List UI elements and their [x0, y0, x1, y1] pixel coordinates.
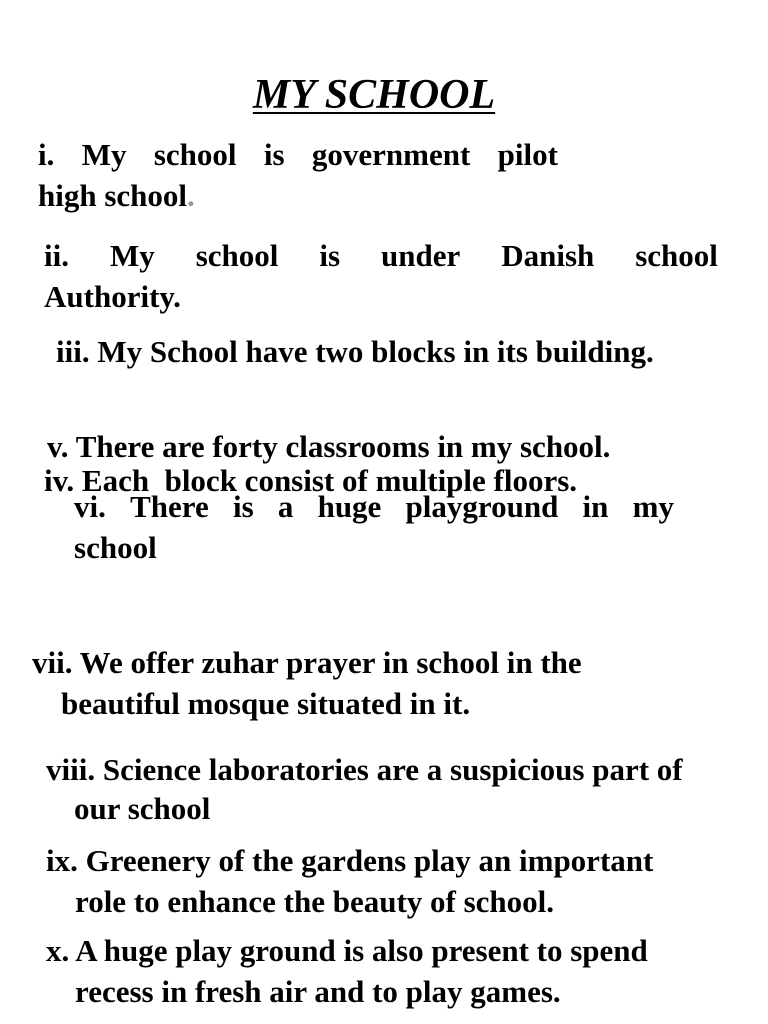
- list-item-vi: [74, 486, 674, 568]
- word: in: [582, 489, 609, 524]
- word: school: [153, 137, 237, 172]
- list-item-iii: [56, 331, 654, 372]
- item-ix-line-1: ix. Greenery of the gardens play an important: [46, 843, 654, 878]
- word: huge: [317, 489, 382, 524]
- item-vii-line-1: vii. We offer zuhar prayer in school in the: [32, 645, 582, 680]
- item-ii-line-2: Authority.: [44, 279, 181, 314]
- item-i-line-1: [38, 134, 558, 175]
- item-iv-line-1: iv. Each block consist of multiple floors.: [44, 463, 578, 498]
- word: playground: [405, 489, 559, 524]
- word: My: [109, 238, 155, 273]
- list-item-i: [38, 134, 558, 216]
- word: is: [319, 238, 341, 273]
- word: government: [311, 137, 471, 172]
- list-item-vii: [32, 642, 582, 724]
- item-v-line-1: v. There are forty classrooms in my school.: [47, 429, 611, 464]
- word: There: [130, 489, 209, 524]
- word: is: [263, 137, 285, 172]
- word: my: [632, 489, 674, 524]
- item-x-line-1: x. A huge play ground is also present to spend: [46, 933, 648, 968]
- trailing-period: .: [187, 178, 195, 213]
- page-title: MY SCHOOL: [252, 72, 496, 118]
- word: school: [635, 238, 718, 273]
- list-item-ii: [44, 235, 718, 317]
- word: vi.: [74, 489, 106, 524]
- word: i.: [38, 137, 55, 172]
- item-viii-line-1: viii. Science laboratories are a suspicious part of: [46, 752, 683, 787]
- item-ii-line-1: [44, 235, 718, 276]
- word: ii.: [44, 238, 69, 273]
- word: a: [277, 489, 294, 524]
- item-vi-line-2: school: [74, 530, 157, 565]
- list-item-viii: [46, 750, 683, 828]
- list-item-v: [47, 426, 610, 467]
- word: My: [81, 137, 127, 172]
- item-x-line-2: recess in fresh air and to play games.: [75, 974, 561, 1009]
- item-i-line-2: high school.: [38, 178, 195, 213]
- word: is: [232, 489, 254, 524]
- item-viii-line-2: our school: [74, 791, 211, 826]
- word: school: [195, 238, 279, 273]
- item-vii-line-2: beautiful mosque situated in it.: [61, 686, 471, 721]
- item-ix-line-2: role to enhance the beauty of school.: [75, 884, 555, 919]
- list-item-ix: [46, 840, 653, 922]
- word: under: [381, 238, 461, 273]
- item-iii-line-1: iii. My School have two blocks in its building.: [56, 334, 654, 369]
- list-item-x: [46, 930, 648, 1012]
- word: Danish: [501, 238, 595, 273]
- word: pilot: [497, 137, 558, 172]
- item-vi-line-1: [74, 486, 674, 527]
